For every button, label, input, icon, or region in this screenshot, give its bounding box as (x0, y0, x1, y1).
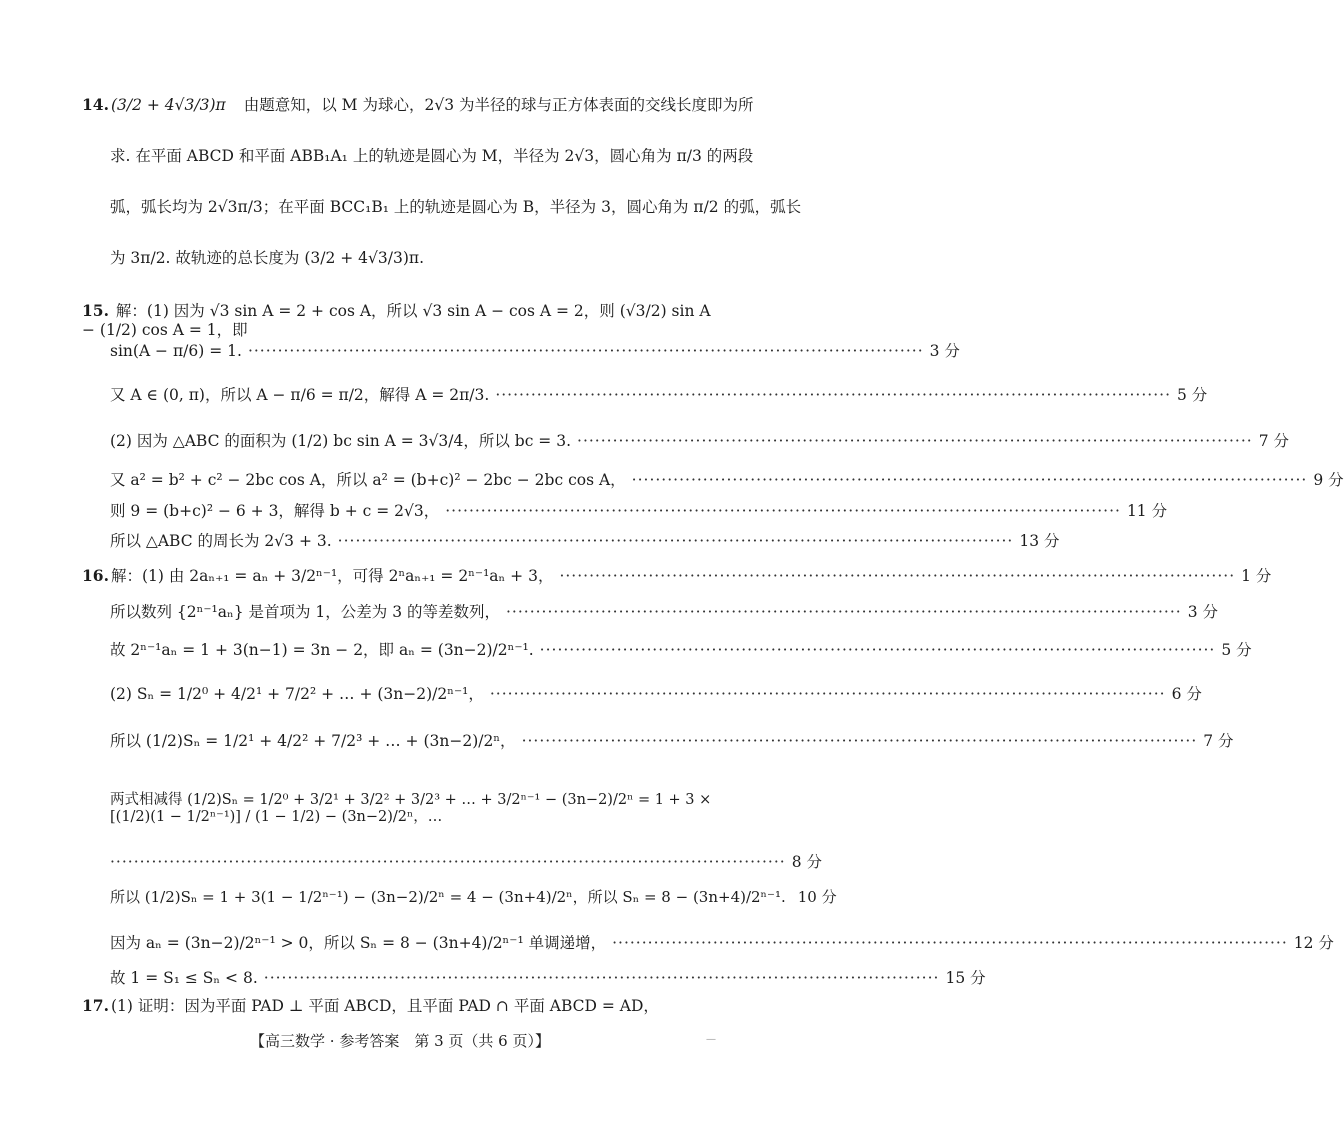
p16-text-10: 故 1 = S₁ ≤ Sₙ < 8. (110, 969, 258, 987)
p14-line-3 (110, 198, 802, 217)
p16-text-8: 所以 (1/2)Sₙ = 1 + 3(1 − 1/2ⁿ⁻¹) − (3n−2)/2ⁿ = 4 − (3n+4)/2ⁿ，所以 Sₙ = 8 − (3n+4)/2ⁿ⁻¹. (110, 888, 786, 906)
leader-dots: ·················································································································· (612, 934, 1288, 952)
leader-dots: ·················································································································· (337, 532, 1014, 550)
p14-text-2: 求. 在平面 ABCD 和平面 ABB₁A₁ 上的轨迹是圆心为 M，半径为 2√3，圆心角为 π/3 的两段 (110, 147, 754, 165)
p14-text-3: 弧，弧长均为 2√3π/3；在平面 BCC₁B₁ 上的轨迹是圆心为 B，半径为 3，圆心角为 π/2 的弧，弧长 (110, 198, 802, 216)
problem-17-number: 17. (82, 996, 109, 1015)
p15-text-5: 又 a² = b² + c² − 2bc cos A，所以 a² = (b+c)² − 2bc − 2bc cos A， (110, 471, 626, 489)
leader-dots: ·················································································································· (489, 685, 1166, 703)
leader-dots: ·················································································································· (559, 567, 1236, 585)
leader-dots: ·················································································································· (577, 432, 1253, 450)
score-label: 11 分 (1126, 502, 1168, 520)
leader-dots: ·················································································································· (539, 641, 1216, 659)
problem-14-answer: (3/2 + 4√3/3)π (110, 96, 226, 114)
p15-line-1 (82, 302, 718, 339)
leader-dots: ·················································································································· (247, 342, 924, 360)
p15-line-6 (110, 502, 1168, 521)
corner-mark: — (706, 1034, 716, 1045)
p15-text-2: sin(A − π/6) = 1. (110, 342, 242, 360)
leader-dots: ·················································································································· (521, 732, 1198, 750)
p16-line-2 (110, 603, 1218, 622)
p16-line-4 (110, 685, 1202, 704)
p15-line-5 (110, 471, 1344, 490)
p14-text-4: 为 3π/2. 故轨迹的总长度为 (3/2 + 4√3/3)π. (110, 249, 425, 267)
p16-line-10 (110, 969, 986, 988)
p15-text-7: 所以 △ABC 的周长为 2√3 + 3. (110, 532, 332, 550)
p15-text-6: 则 9 = (b+c)² − 6 + 3，解得 b + c = 2√3， (110, 502, 440, 520)
score-label: 3 分 (1187, 603, 1218, 621)
score-label: 6 分 (1171, 685, 1202, 703)
p16-text-1: 解：(1) 由 2aₙ₊₁ = aₙ + 3/2ⁿ⁻¹，可得 2ⁿaₙ₊₁ = 2ⁿ⁻¹aₙ + 3， (110, 567, 554, 585)
p16-line-5 (110, 732, 1234, 751)
page-footer: 【高三数学 · 参考答案 第 3 页（共 6 页）】 (250, 1032, 550, 1050)
problem-16-number: 16. (82, 566, 109, 585)
leader-dots: ·················································································································· (110, 853, 786, 871)
score-label: 15 分 (945, 969, 986, 987)
p15-line-7 (110, 532, 1060, 551)
leader-dots: ·················································································································· (631, 471, 1308, 489)
p15-text-1: 解：(1) 因为 √3 sin A = 2 + cos A，所以 √3 sin A − cos A = 2，则 (√3/2) sin A − (1/2) cos A = 1，即 (82, 302, 711, 339)
p15-line-3 (110, 386, 1208, 405)
p17-text-1: (1) 证明：因为平面 PAD ⊥ 平面 ABCD，且平面 PAD ∩ 平面 ABCD = AD， (110, 997, 659, 1015)
p16-line-9 (110, 934, 1334, 953)
p14-line-1 (82, 95, 754, 115)
score-label: 3 分 (929, 342, 960, 360)
leader-dots: ·················································································································· (263, 969, 940, 987)
p15-text-3: 又 A ∈ (0, π)，所以 A − π/6 = π/2，解得 A = 2π/3. (110, 386, 490, 404)
score-label: 12 分 (1293, 934, 1334, 952)
p16-text-9: 因为 aₙ = (3n−2)/2ⁿ⁻¹ > 0，所以 Sₙ = 8 − (3n+4)/2ⁿ⁻¹ 单调递增， (110, 934, 607, 952)
p16-line-8 (110, 888, 837, 906)
leader-dots: ·················································································································· (495, 386, 1171, 404)
p16-text-2: 所以数列 {2ⁿ⁻¹aₙ} 是首项为 1，公差为 3 的等差数列， (110, 603, 500, 621)
p15-text-4: (2) 因为 △ABC 的面积为 (1/2) bc sin A = 3√3/4，所以 bc = 3. (110, 432, 572, 450)
score-label: 9 分 (1313, 471, 1344, 489)
leader-dots: ·················································································································· (506, 603, 1182, 621)
score-label: 13 分 (1019, 532, 1060, 550)
p16-text-3: 故 2ⁿ⁻¹aₙ = 1 + 3(n−1) = 3n − 2，即 aₙ = (3n−2)/2ⁿ⁻¹. (110, 641, 534, 659)
score-label: 7 分 (1203, 732, 1234, 750)
p17-line-1 (82, 997, 718, 1016)
p15-line-4 (110, 432, 1289, 451)
p16-text-6: 两式相减得 (1/2)Sₙ = 1/2⁰ + 3/2¹ + 3/2² + 3/2³ + … + 3/2ⁿ⁻¹ − (3n−2)/2ⁿ = 1 + 3 × [(1/2)(1 − 1/2ⁿ⁻¹)] / (1 − 1/2) − (3n−2)/2ⁿ，… (110, 792, 712, 826)
score-label: 10 分 (797, 888, 837, 906)
p16-line-1 (82, 566, 1272, 586)
p14-line-4 (110, 249, 718, 268)
score-label: 5 分 (1221, 641, 1252, 659)
problem-14-number: 14. (82, 95, 109, 114)
p14-line-2 (110, 147, 754, 166)
score-label: 7 分 (1258, 432, 1289, 450)
score-label: 1 分 (1241, 567, 1272, 585)
p16-line-7 (110, 853, 822, 872)
score-label: 8 分 (791, 853, 822, 871)
score-label: 5 分 (1177, 386, 1208, 404)
p15-line-2 (110, 342, 960, 361)
p16-text-5: 所以 (1/2)Sₙ = 1/2¹ + 4/2² + 7/2³ + … + (3n−2)/2ⁿ， (110, 732, 516, 750)
leader-dots: ·················································································································· (445, 502, 1121, 520)
problem-15-number: 15. (82, 301, 109, 320)
p14-text-1: 由题意知，以 M 为球心，2√3 为半径的球与正方体表面的交线长度即为所 (243, 96, 754, 114)
p16-line-6 (110, 792, 718, 827)
p16-text-4: (2) Sₙ = 1/2⁰ + 4/2¹ + 7/2² + … + (3n−2)/2ⁿ⁻¹， (110, 685, 484, 703)
p16-line-3 (110, 641, 1252, 660)
